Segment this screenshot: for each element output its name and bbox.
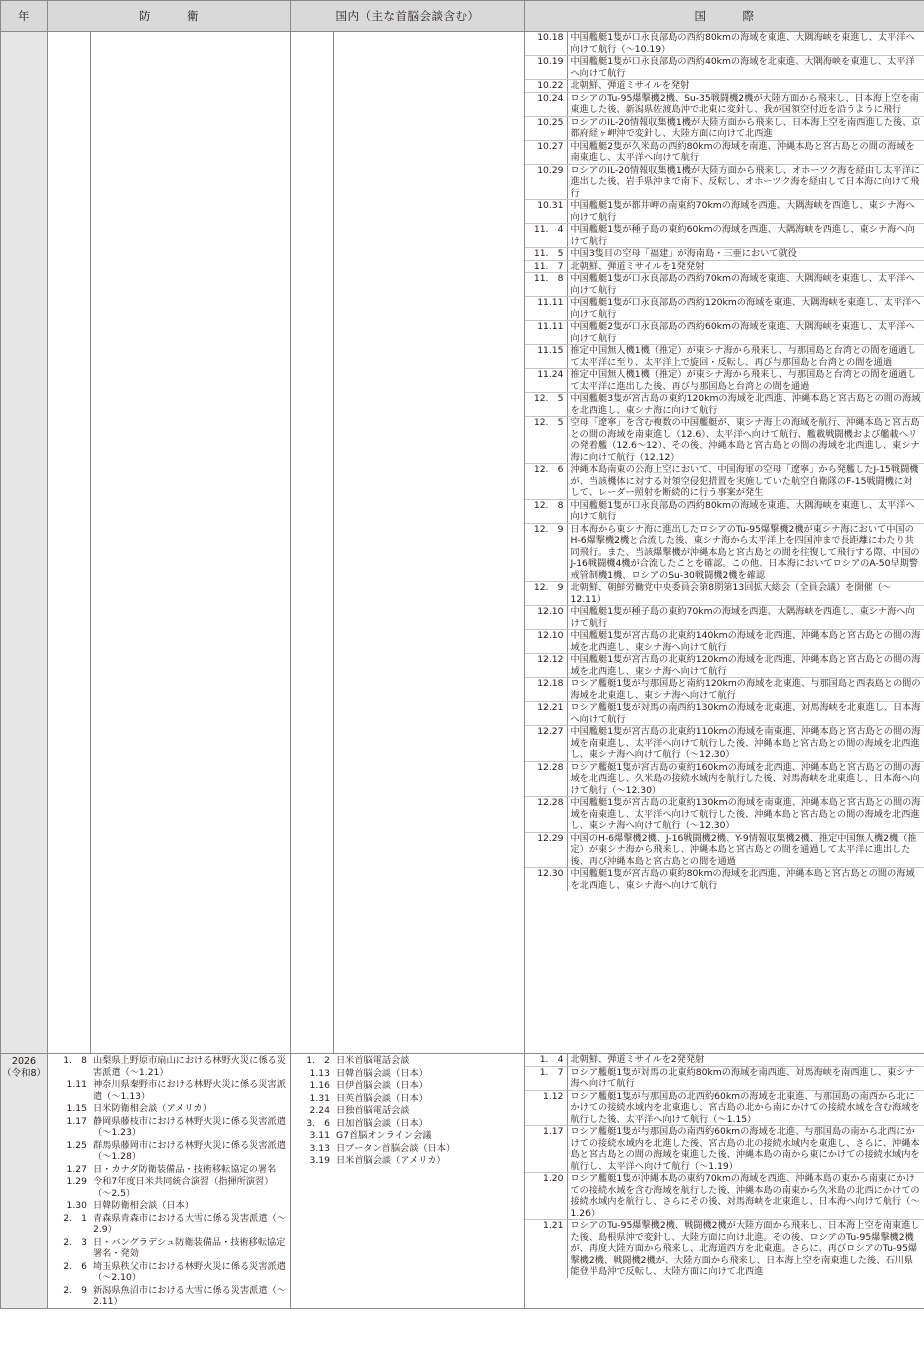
event-text: 中国艦艇2隻が口永良部島の西約60kmの海域を東進、大隅海峡を東進し、太平洋へ向けて航行 bbox=[567, 321, 924, 345]
event-date: 3. 6 bbox=[306, 1117, 330, 1129]
event-row bbox=[525, 32, 924, 56]
event-date: 12.10 bbox=[525, 630, 567, 654]
event-date: 1.31 bbox=[309, 1092, 330, 1104]
event-row bbox=[525, 1054, 924, 1066]
event-date: 1. 2 bbox=[306, 1055, 330, 1066]
event-date: 11. 7 bbox=[525, 260, 567, 273]
event-text: 北朝鮮、朝鮮労働党中央委員会第8期第13回拡大総会（全員会議）を開催（～12.11） bbox=[567, 582, 924, 606]
event-text: 日米首脳電話会談 bbox=[336, 1055, 410, 1066]
event-text: 中国艦艇1隻が宮古島の北東約130kmの海域を南東進、沖縄本島と宮古島との間の海域を南東進し、太平洋へ向けて航行した後、沖縄本島と宮古島との間の海域を北西進し、東シナ海へ向けて航行（～12.30） bbox=[567, 797, 924, 833]
event-row bbox=[525, 164, 924, 200]
event-row bbox=[48, 1212, 290, 1236]
event-text: 中国艦艇1隻が口永良部島の西約40kmの海域を北東進、大隅海峡を東進し、太平洋へ向けて航行 bbox=[567, 56, 924, 80]
event-row bbox=[525, 761, 924, 797]
event-row bbox=[48, 1115, 290, 1139]
event-text: 山梨県上野原市扇山における林野火災に係る災害派遣（～1.21） bbox=[93, 1055, 286, 1078]
event-text: 埼玉県秩父市における林野火災に係る災害派遣（～2.10） bbox=[93, 1260, 286, 1283]
event-text: 静岡県藤枝市における林野火災に係る災害派遣（～1.23） bbox=[93, 1115, 286, 1138]
event-date: 12. 9 bbox=[525, 523, 567, 582]
event-text: ロシアのTu-95爆撃機2機、戦闘機2機が大陸方面から飛来し、日本海上空を南東進した後、島根県沖で変針し、大陸方面に向け北進。その後、ロシアのTu-95爆撃機2機が、再度大陸方面から飛来し、北海道西方を北東進。さらに、再びロシアのTu-95爆撃機2機、戦闘機2機が、大陸方面から飛来し、日本海上空を南東進した後、石川県能登半島沖で反転し、大陸方面に向けて北西進 bbox=[570, 1220, 920, 1277]
event-date: 2. 1 bbox=[63, 1212, 87, 1224]
event-date: 1.16 bbox=[309, 1080, 330, 1091]
event-date: 10.25 bbox=[525, 116, 567, 140]
event-text: 日米防衛相会談（アメリカ） bbox=[93, 1103, 212, 1114]
event-date: 10.24 bbox=[525, 92, 567, 116]
event-row bbox=[48, 1139, 290, 1163]
header-defense: 防 衛 bbox=[48, 1, 291, 32]
event-date: 1.29 bbox=[66, 1176, 87, 1187]
event-date: 2. 9 bbox=[63, 1284, 87, 1296]
event-date: 1.21 bbox=[525, 1220, 567, 1278]
event-text: 日本海から東シナ海に進出したロシアのTu-95爆撃機2機が東シナ海において中国のH-6爆撃機2機と合流した後、東シナ海から太平洋上を四国沖まで長距離にわたり共同飛行。また、当該爆撃機が沖縄本島と宮古島との間を往復して飛行する際、中国のJ-16戦闘機4機が合流したことを確認。この他、日本海においてロシアのA-50早期警戒管制機1機、ロシアのSu-30戦闘機2機を確認 bbox=[567, 523, 924, 582]
event-date: 1.12 bbox=[525, 1090, 567, 1126]
event-text: 青森県青森市における大雪に係る災害派遣（～2.9） bbox=[93, 1212, 286, 1235]
event-date: 11.11 bbox=[525, 321, 567, 345]
event-date: 12. 8 bbox=[525, 499, 567, 523]
event-row bbox=[525, 56, 924, 80]
event-text: 中国艦艇1隻が口永良部島の西約80kmの海域を東進、大隅海峡を東進し、太平洋へ向けて航行 bbox=[567, 499, 924, 523]
event-text: 日独首脳電話会談 bbox=[336, 1105, 410, 1116]
event-date: 10.27 bbox=[525, 140, 567, 164]
event-text: 新潟県魚沼市における大雪に係る災害派遣（～2.11） bbox=[93, 1284, 286, 1307]
event-row bbox=[525, 92, 924, 116]
continued-defense-cell bbox=[48, 32, 291, 1054]
event-text: 日・カナダ防衛装備品・技術移転協定の署名 bbox=[93, 1163, 277, 1175]
event-text: ロシア艦艇1隻が与那国島の北西約60kmの海域を北東進、与那国島の南西から北にかけての接続水域内を北東進し、宮古島の北から南にかけての接続水域を含む海域を航行した後、太平洋へ向けて航行（～1.15） bbox=[567, 1090, 924, 1126]
event-text: 中国艦艇1隻が宮古島の東約80kmの海域を北西進、沖縄本島と宮古島との間の海域を北西進し、東シナ海へ向けて航行 bbox=[570, 868, 915, 891]
event-text: 推定中国無人機1機（推定）が東シナ海から飛来し、与那国島と台湾との間を通過して太平洋に進出した後、再び与那国島と台湾との間を通過 bbox=[567, 369, 924, 393]
event-text: 北朝鮮、弾道ミサイルを1発発射 bbox=[567, 260, 924, 273]
event-text: 北朝鮮、弾道ミサイルを発射 bbox=[567, 80, 924, 93]
event-date: 10.31 bbox=[525, 200, 567, 224]
event-date: 10.19 bbox=[525, 56, 567, 80]
event-date: 10.18 bbox=[525, 32, 567, 56]
event-row bbox=[525, 523, 924, 582]
event-row bbox=[525, 582, 924, 606]
event-row bbox=[48, 1175, 290, 1199]
event-text: 中国艦艇1隻が口永良部島の西約70kmの海域を東進、大隅海峡を東進し、太平洋へ向けて航行 bbox=[567, 273, 924, 297]
event-date: 1. 8 bbox=[63, 1055, 87, 1066]
event-text: 北朝鮮、弾道ミサイルを2発発射 bbox=[567, 1054, 924, 1066]
event-row bbox=[291, 1117, 524, 1130]
event-row bbox=[525, 832, 924, 868]
event-text: ロシア艦艇1隻が宮古島の東約160kmの海域を北西進、沖縄本島と宮古島との間の海域を北西進し、久米島の接続水域内を航行した後、対馬海峡を北東進し、日本海へ向けて航行（～12.30） bbox=[567, 761, 924, 797]
event-date: 1.17 bbox=[66, 1115, 87, 1127]
continued-row bbox=[1, 32, 924, 1054]
continued-year-cell bbox=[1, 32, 48, 1054]
event-row bbox=[48, 1260, 290, 1284]
event-row bbox=[48, 1078, 290, 1102]
header-international: 国 際 bbox=[525, 1, 924, 32]
year-2026-row bbox=[1, 1054, 924, 1309]
event-row bbox=[525, 797, 924, 833]
international-cell-2026 bbox=[525, 1054, 924, 1309]
event-row bbox=[291, 1142, 524, 1155]
event-text: 推定中国無人機1機（推定）が東シナ海から飛来し、与那国島と台湾との間を通過して太平洋に至り、太平洋上で旋回・反転し、再び与那国島と台湾との間を通過 bbox=[567, 345, 924, 369]
event-row bbox=[525, 417, 924, 464]
event-text: ロシア艦艇1隻が与那国島の南西約60kmの海域を北進、与那国島の南から北西にかけての接続水域内を北進した後、宮古島の北の接続水域内を東進し、さらに、沖縄本島と宮古島との間の海域を東進した後、沖縄本島の南から東にかけての接続水域内を航行し、太平洋へ向けて航行（～1.19） bbox=[567, 1126, 924, 1173]
event-date: 12.30 bbox=[525, 868, 567, 892]
domestic-cell-2026 bbox=[291, 1054, 525, 1309]
event-row bbox=[525, 1090, 924, 1126]
event-date: 1.13 bbox=[309, 1067, 330, 1079]
event-date: 1.15 bbox=[66, 1103, 87, 1114]
event-text: 沖縄本島南東の公海上空において、中国海軍の空母「遼寧」から発艦したJ-15戦闘機が、当該機体に対する対領空侵犯措置を実施していた航空自衛隊のF-15戦闘機に対して、レーダー照射を断続的に行う事案が発生 bbox=[567, 464, 924, 500]
event-text: 中国艦艇2隻が久米島の西約80kmの海域を南進、沖縄本島と宮古島との間の海域を南東進し、太平洋へ向けて航行 bbox=[567, 140, 924, 164]
event-row bbox=[525, 654, 924, 678]
event-date: 12.18 bbox=[525, 678, 567, 702]
event-date: 10.29 bbox=[525, 164, 567, 200]
event-text: 中国3隻目の空母「福建」が海南島・三亜において就役 bbox=[567, 248, 924, 261]
header-domestic: 国内（主な首脳会談含む） bbox=[291, 1, 525, 32]
event-text: 中国艦艇1隻が口永良部島の西約80kmの海域を東進、大隅海峡を東進し、太平洋へ向けて航行（～10.19） bbox=[567, 32, 924, 56]
event-date: 11. 5 bbox=[525, 248, 567, 261]
event-date: 1. 4 bbox=[525, 1054, 567, 1066]
event-row bbox=[525, 260, 924, 273]
header-row bbox=[1, 1, 924, 32]
event-text: 中国のH-6爆撃機2機、J-16戦闘機2機、Y-9情報収集機2機、推定中国無人機2機（推定）が東シナ海から飛来し、沖縄本島と宮古島との間を通過して太平洋に進出した後、再び沖縄本島と宮古島との間を通過 bbox=[567, 832, 924, 868]
event-text: 中国艦艇1隻が口永良部島の西約120kmの海域を東進、大隅海峡を東進し、太平洋へ向けて航行 bbox=[567, 297, 924, 321]
event-text: G7首脳オンライン会議 bbox=[336, 1130, 432, 1141]
event-text: 中国艦艇1隻が都井岬の南東約70kmの海域を西進、大隅海峡を西進し、東シナ海へ向けて航行 bbox=[567, 200, 924, 224]
event-text: ロシアのIL-20情報収集機1機が大陸方面から飛来し、日本海上空を南西進した後、京都府経ヶ岬沖で変針し、大陸方面に向けて北西進 bbox=[567, 116, 924, 140]
event-row bbox=[291, 1067, 524, 1080]
event-date: 2. 6 bbox=[63, 1260, 87, 1272]
event-text: 日韓防衛相会談（日本） bbox=[93, 1200, 195, 1211]
event-row bbox=[525, 630, 924, 654]
event-row bbox=[291, 1079, 524, 1092]
event-row bbox=[525, 80, 924, 93]
defense-cell-2026 bbox=[48, 1054, 295, 1309]
event-text: ロシアのTu-95爆撃機2機、Su-35戦闘機2機が大陸方面から飛来し、日本海上空を南東進した後、新潟県佐渡島沖で北東に変針し、我が国領空付近を沿うように飛行 bbox=[567, 92, 924, 116]
event-text: 中国艦艇1隻が種子島の東約70kmの海域を西進、大隅海峡を西進し、東シナ海へ向けて航行 bbox=[567, 606, 924, 630]
continued-international-cell bbox=[525, 32, 924, 1054]
event-text: 令和7年度日米共同統合演習（指揮所演習）（～2.5） bbox=[93, 1176, 274, 1199]
event-row bbox=[525, 200, 924, 224]
event-date: 1.17 bbox=[525, 1126, 567, 1173]
event-text: 日米首脳会談（アメリカ） bbox=[336, 1155, 446, 1166]
event-text: ロシア艦艇1隻が対馬の南西約130kmの海域を北東進、対馬海峡を北東進し、日本海へ向けて航行 bbox=[567, 702, 924, 726]
event-row bbox=[525, 868, 924, 892]
event-row bbox=[525, 678, 924, 702]
event-text: 中国艦艇1隻が種子島の東約60kmの海域を西進、大隅海峡を西進し、東シナ海へ向けて航行 bbox=[567, 224, 924, 248]
event-row bbox=[48, 1284, 290, 1308]
event-date: 11.24 bbox=[525, 369, 567, 393]
event-date: 2. 3 bbox=[63, 1236, 87, 1248]
event-text: ロシア艦艇1隻が沖縄本島の東約70kmの海域を西進、沖縄本島の東から南東にかけての接続水域を含む海域を航行した後、沖縄本島の南東から久米島の北西にかけての接続水域内を航行し、さらにその後、対馬海峡を北東進し、日本海へ向けて航行（～1.26） bbox=[567, 1173, 924, 1220]
event-date: 11. 4 bbox=[525, 224, 567, 248]
event-text: 日ブータン首脳会談（日本） bbox=[336, 1142, 456, 1154]
event-date: 11.11 bbox=[525, 297, 567, 321]
event-date: 3.19 bbox=[309, 1155, 330, 1166]
event-row bbox=[525, 606, 924, 630]
event-text: 空母「遼寧」を含む複数の中国艦艇が、東シナ海上の海域を航行、沖縄本島と宮古島との間の海域を南東進し（12.6）、太平洋へ向けて航行、艦載戦闘機および艦載ヘリの発着艦（12.6～12）、その後、沖縄本島と宮古島との間の海域を北西進し、東シナ海に向けて航行（12.12） bbox=[567, 417, 924, 464]
event-text: 日英首脳会談（日本） bbox=[336, 1092, 428, 1104]
event-text: 中国艦艇1隻が宮古島の北東約120kmの海域を北西進、沖縄本島と宮古島との間の海域を北西進し、東シナ海へ向けて航行 bbox=[567, 654, 924, 678]
international-events-list bbox=[525, 32, 924, 891]
event-row bbox=[525, 248, 924, 261]
event-row bbox=[525, 321, 924, 345]
event-row bbox=[525, 1220, 924, 1278]
domestic-events-list bbox=[291, 1054, 524, 1167]
event-row bbox=[525, 393, 924, 417]
event-text: 日・バングラデシュ防衛装備品・技術移転協定 署名・発効 bbox=[93, 1236, 295, 1259]
event-date: 12.28 bbox=[525, 761, 567, 797]
event-date: 12. 5 bbox=[525, 393, 567, 417]
event-date: 1.30 bbox=[66, 1200, 87, 1211]
event-row bbox=[525, 464, 924, 500]
event-row bbox=[48, 1236, 290, 1260]
event-text: 中国艦艇3隻が宮古島の東約120kmの海域を北西進、沖縄本島と宮古島との間の海域を北西進し、東シナ海に向けて航行 bbox=[567, 393, 924, 417]
event-text: 日伊首脳会談（日本） bbox=[336, 1080, 428, 1091]
event-row bbox=[291, 1092, 524, 1105]
defense-events-list bbox=[48, 1054, 295, 1308]
event-text: ロシア艦艇1隻が対馬の北東約80kmの海域を南西進、対馬海峡を南西進し、東シナ海へ向けて航行 bbox=[567, 1066, 924, 1090]
event-text: 中国艦艇1隻が宮古島の北東約140kmの海域を北西進、沖縄本島と宮古島との間の海域を北西進し、東シナ海へ向けて航行 bbox=[567, 630, 924, 654]
event-row bbox=[525, 499, 924, 523]
era-label: （令和8） bbox=[1, 1068, 47, 1079]
event-date: 12.10 bbox=[525, 606, 567, 630]
event-row bbox=[48, 1102, 290, 1115]
event-date: 1.27 bbox=[66, 1163, 87, 1175]
header-year: 年 bbox=[1, 1, 48, 32]
event-date: 1.25 bbox=[66, 1139, 87, 1151]
event-row bbox=[48, 1054, 290, 1078]
event-text: 群馬県藤岡市における林野火災に係る災害派遣（～1.28） bbox=[93, 1139, 286, 1162]
international-events-list-2026 bbox=[525, 1054, 924, 1278]
event-date: 11.15 bbox=[525, 345, 567, 369]
event-row bbox=[291, 1054, 524, 1067]
year-cell-2026 bbox=[1, 1054, 48, 1309]
event-row bbox=[525, 273, 924, 297]
event-row bbox=[525, 224, 924, 248]
continued-domestic-cell bbox=[291, 32, 525, 1054]
event-text: 中国艦艇1隻が宮古島の北東約110kmの海域を南東進、沖縄本島と宮古島との間の海域を南東進し、太平洋へ向けて航行した後、沖縄本島と宮古島との間の海域を北西進し、東シナ海へ向けて航行（～12.30） bbox=[567, 726, 924, 762]
event-text: ロシア艦艇1隻が与那国島と南約120kmの海域を北東進、与那国島と西表島との間の海域を北東進し、東シナ海へ向けて航行 bbox=[567, 678, 924, 702]
event-row bbox=[525, 345, 924, 369]
event-row bbox=[291, 1104, 524, 1117]
event-row bbox=[525, 702, 924, 726]
event-row bbox=[525, 726, 924, 762]
event-row bbox=[525, 1173, 924, 1220]
event-date: 10.22 bbox=[525, 80, 567, 93]
event-date: 3.11 bbox=[309, 1130, 330, 1141]
event-date: 1.20 bbox=[525, 1173, 567, 1220]
event-date: 12.27 bbox=[525, 726, 567, 762]
event-date: 1.11 bbox=[66, 1079, 87, 1090]
event-date: 12.28 bbox=[525, 797, 567, 833]
event-row bbox=[48, 1199, 290, 1212]
event-row bbox=[291, 1154, 524, 1167]
event-row bbox=[525, 140, 924, 164]
event-text: 神奈川県秦野市における林野火災に係る災害派遣（～1.13） bbox=[93, 1079, 286, 1102]
year-label: 2026 bbox=[11, 1056, 37, 1067]
event-date: 2.24 bbox=[309, 1105, 330, 1116]
event-row bbox=[525, 1066, 924, 1090]
event-text: 日韓首脳会談（日本） bbox=[336, 1067, 428, 1079]
event-date: 12.12 bbox=[525, 654, 567, 678]
event-text: 日加首脳会談（日本） bbox=[336, 1117, 428, 1129]
event-row bbox=[525, 116, 924, 140]
event-date: 12. 5 bbox=[525, 417, 567, 464]
event-date: 12. 6 bbox=[525, 464, 567, 500]
event-date: 1. 7 bbox=[525, 1066, 567, 1090]
event-date: 12.21 bbox=[525, 702, 567, 726]
event-date: 12.29 bbox=[525, 832, 567, 868]
event-date: 11. 8 bbox=[525, 273, 567, 297]
event-row bbox=[525, 1126, 924, 1173]
event-row bbox=[525, 369, 924, 393]
event-date: 12. 9 bbox=[525, 582, 567, 606]
event-date: 3.13 bbox=[309, 1142, 330, 1154]
event-row bbox=[525, 297, 924, 321]
event-text: ロシアのIL-20情報収集機1機が大陸方面から飛来し、オホーツク海を経由し太平洋に進出した後、岩手県沖まで南下、反転し、オホーツク海を経由して日本海に向けて飛行 bbox=[567, 164, 924, 200]
event-row bbox=[48, 1163, 290, 1176]
event-row bbox=[291, 1129, 524, 1142]
